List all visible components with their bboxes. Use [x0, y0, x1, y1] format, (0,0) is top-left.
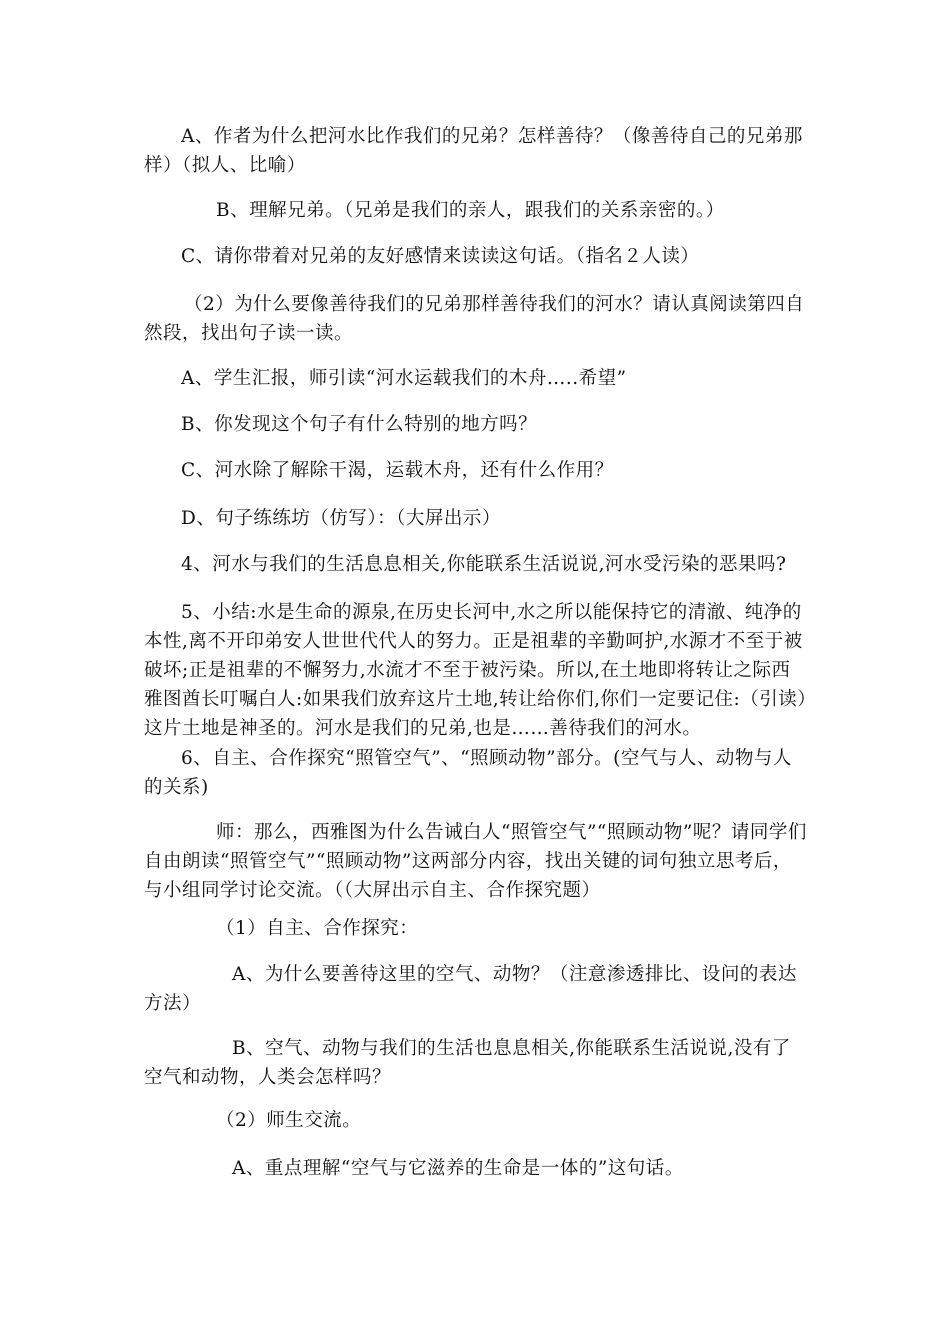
- paragraph-b-air-animals-life: B、空气、动物与我们的生活也息息相关,你能联系生活说说,没有了空气和动物，人类会怎样吗？: [144, 1038, 791, 1088]
- paragraph-2-exchange: （2）师生交流。: [216, 1110, 362, 1131]
- paragraph-d-sentence-practice: D、句子练练坊（仿写）：（大屏出示）: [181, 508, 501, 529]
- paragraph-q2-why-treat-river: （2）为什么要像善待我们的兄弟那样善待我们的河水？请认真阅读第四自然段，找出句子读一读。: [144, 294, 805, 344]
- paragraph-b-special-sentence: B、你发现这个句子有什么特别的地方吗？: [181, 414, 538, 435]
- paragraph-a-why-treat-air: A、为什么要善待这里的空气、动物？（注意渗透排比、设问的表达方法）: [144, 964, 797, 1014]
- paragraph-4-river-pollution: 4、河水与我们的生活息息相关,你能联系生活说说,河水受污染的恶果吗?: [181, 554, 787, 575]
- paragraph-6-explore-air-animals: 6、自主、合作探究“照管空气”、“照顾动物”部分。(空气与人、动物与人的关系): [144, 748, 792, 798]
- paragraph-a-student-report: A、学生汇报，师引读“河水运载我们的木舟…..希望”: [181, 368, 627, 389]
- paragraph-a-key-sentence: A、重点理解“空气与它滋养的生命是一体的”这句话。: [232, 1158, 684, 1179]
- paragraph-teacher-question: 师：那么，西雅图为什么告诫白人“照管空气”“照顾动物”呢？请同学们自由朗读“照管空气”“照顾动物”这两部分内容，找出关键的词句独立思考后，与小组同学讨论交流。（（大屏出示自主、合作探究题）: [144, 822, 807, 901]
- paragraph-c-river-function: C、河水除了解除干渴，运载木舟，还有什么作用？: [181, 460, 614, 481]
- paragraph-1-self-explore: （1）自主、合作探究：: [216, 918, 419, 939]
- paragraph-b-understand-brother: B、理解兄弟。（兄弟是我们的亲人，跟我们的关系亲密的。）: [216, 200, 725, 221]
- paragraph-5-summary: 5、小结:水是生命的源泉,在历史长河中,水之所以能保持它的清澈、纯净的本性,离不开印弟安人世世代代人的努力。正是祖辈的辛勤呵护,水源才不至于被破坏;正是祖辈的不懈努力,水流才不至于被污染。所以,在土地即将转让之际西雅图酋长叮嘱白人:如果我们放弃这片土地,转让给你们,你们一定要记住:（引读）这片土地是神圣的。河水是我们的兄弟,也是……善待我们的河水。: [144, 602, 807, 739]
- paragraph-c-read-sentence: C、请你带着对兄弟的友好感情来读读这句话。（指名２人读）: [181, 246, 700, 267]
- paragraph-a-brother-metaphor: A、作者为什么把河水比作我们的兄弟？怎样善待？（像善待自己的兄弟那样）（拟人、比喻）: [144, 126, 803, 176]
